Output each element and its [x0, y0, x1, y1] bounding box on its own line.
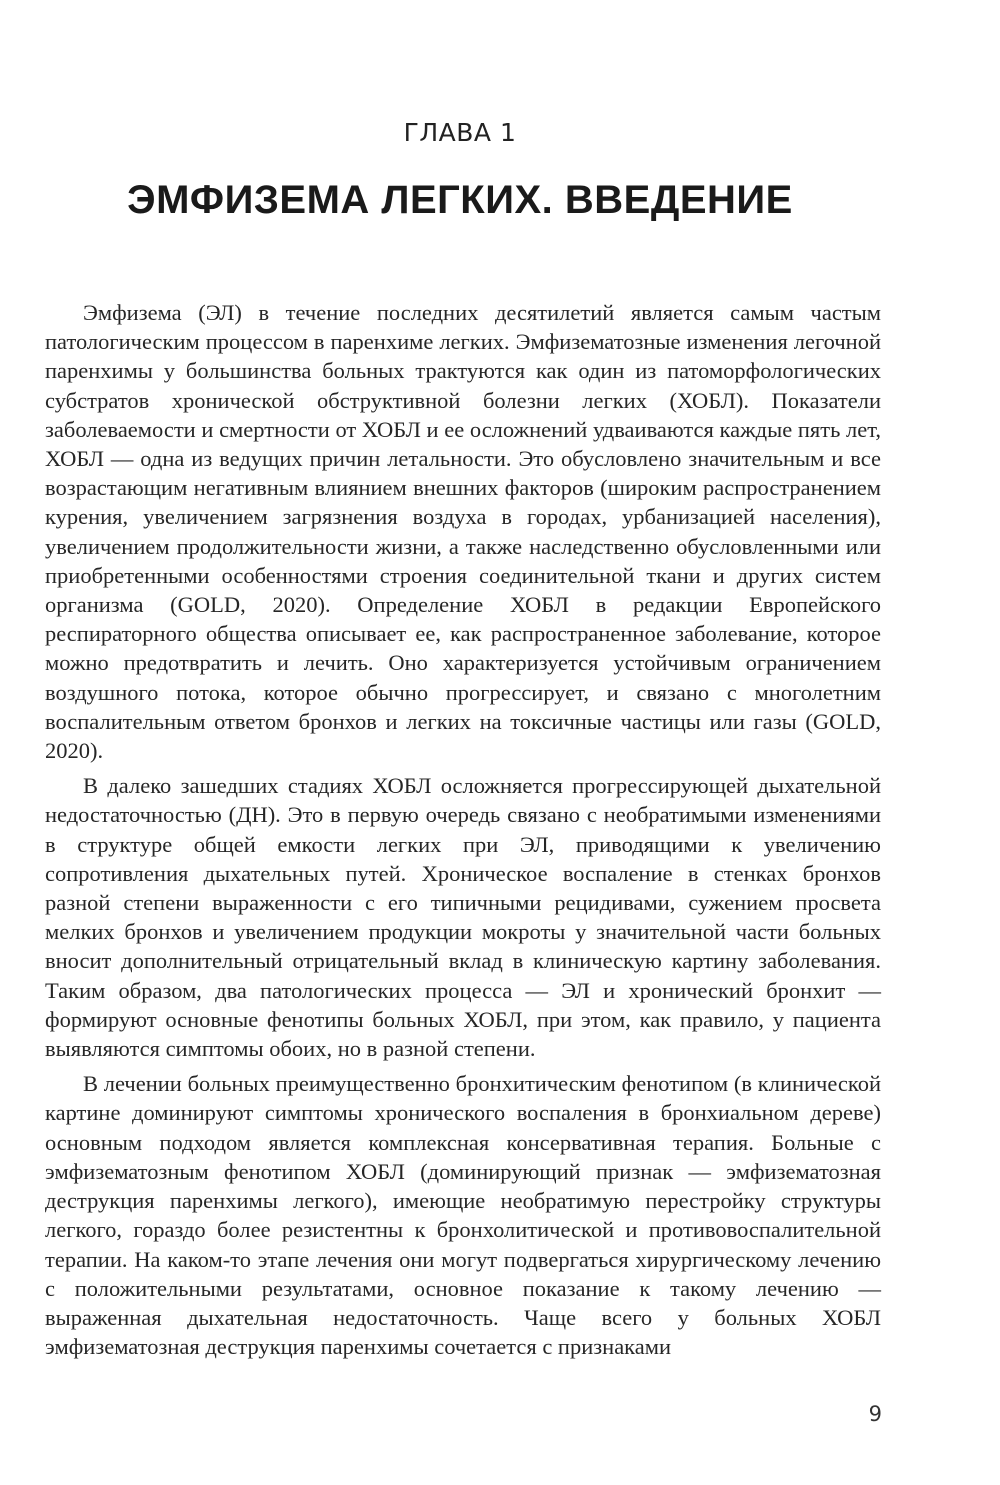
chapter-title: ЭМФИЗЕМА ЛЕГКИХ. ВВЕДЕНИЕ: [127, 178, 793, 222]
chapter-label: ГЛАВА 1: [403, 118, 517, 147]
page-number: 9: [868, 1402, 882, 1426]
body-text: [45, 298, 881, 1367]
paragraph: В далеко зашедших стадиях ХОБЛ осложняется прогрессирующей дыхательной недостаточностью (ДН). Это в первую очередь связано с необратимыми изменениями в структуре общей емкости легких при ЭЛ, приводящими к увеличению сопротивления дыхательных путей. Хроническое воспаление в стенках бронхов разной степени выраженности с его типичными рецидивами, сужением просвета мелких бронхов и увеличением продукции мокроты у значительной части больных вносит дополнительный отрицательный вклад в клиническую картину заболевания. Таким образом, два патологических процесса — ЭЛ и хронический бронхит — формируют основные фенотипы больных ХОБЛ, при этом, как правило, у пациента выявляются симптомы обоих, но в разной степени.: [45, 773, 881, 1062]
paragraph: В лечении больных преимущественно бронхитическим фенотипом (в клинической картине доминируют симптомы хронического воспаления в бронхиальном дереве) основным подходом является комплексная консервативная терапия. Больные с эмфизематозным фенотипом ХОБЛ (доминирующий признак — эмфизематозная деструкция паренхимы легкого), имеющие необратимую перестройку структуры легкого, гораздо более резистентны к бронхолитической и противовоспалительной терапии. На каком-то этапе лечения они могут подвергаться хирургическому лечению с положительными результатами, основное показание к такому лечению — выраженная дыхательная недостаточность. Чаще всего у больных ХОБЛ эмфизематозная деструкция паренхимы сочетается с признаками: [45, 1071, 881, 1360]
paragraph: Эмфизема (ЭЛ) в течение последних десятилетий является самым частым патологическим процессом в паренхиме легких. Эмфизематозные изменения легочной паренхимы у большинства больных трактуются как один из патоморфологических субстратов хронической обструктивной болезни легких (ХОБЛ). Показатели заболеваемости и смертности от ХОБЛ и ее осложнений удваиваются каждые пять лет, ХОБЛ — одна из ведущих причин летальности. Это обусловлено значительным и все возрастающим негативным влиянием внешних факторов (широким распространением курения, увеличением загрязнения воздуха в городах, урбанизацией населения), увеличением продолжительности жизни, а также наследственно обусловленными или приобретенными особенностями строения соединительной ткани и других систем организма (GOLD, 2020). Определение ХОБЛ в редакции Европейского респираторного общества описывает ее, как распространенное заболевание, которое можно предотвратить и лечить. Оно характеризуется устойчивым ограничением воздушного потока, которое обычно прогрессирует, и связано с многолетним воспалительным ответом бронхов и легких на токсичные частицы или газы (GOLD, 2020).: [45, 300, 881, 764]
